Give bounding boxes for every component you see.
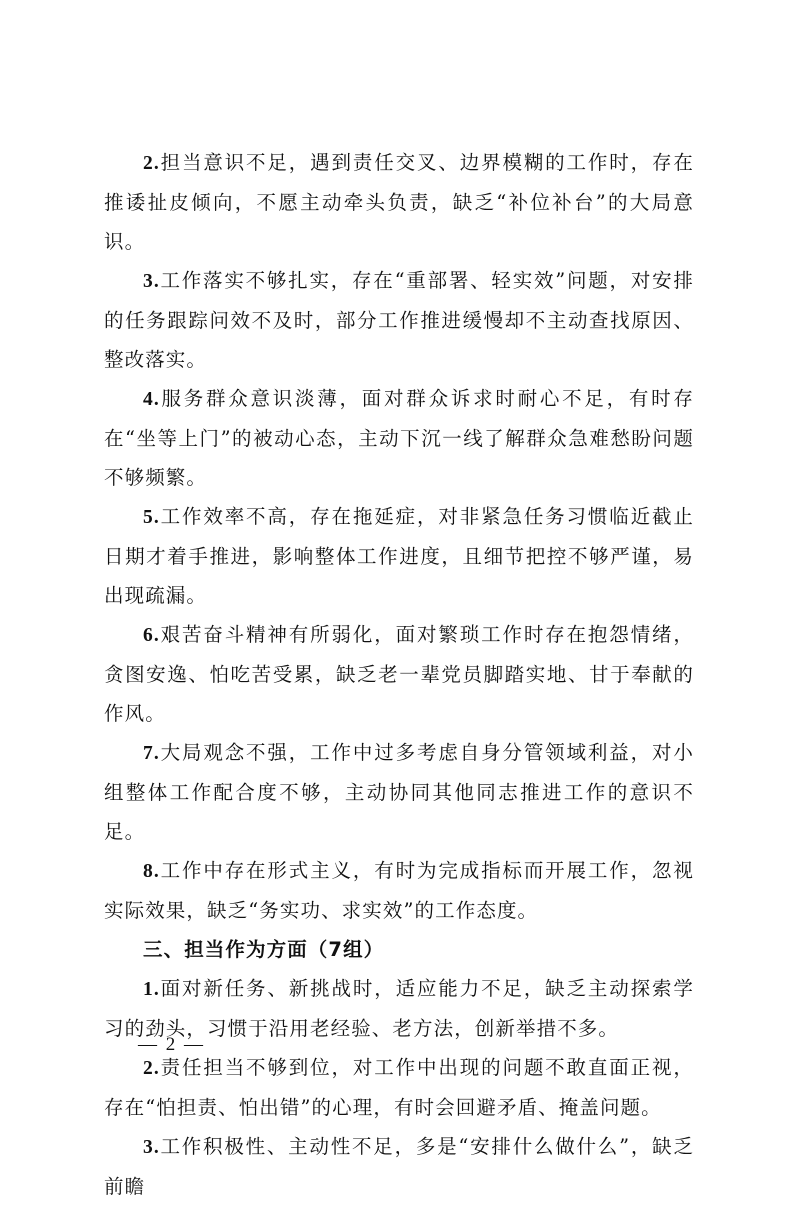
item-number: 4. — [143, 389, 160, 410]
item-text: 担当意识不足，遇到责任交叉、边界模糊的工作时，存在推诿扯皮倾向，不愿主动牵头负责，缺乏“补位补台”的大局意识。 — [104, 151, 694, 253]
item-number: 3. — [143, 1137, 160, 1158]
item-number: 8. — [143, 861, 160, 882]
item-number: 6. — [143, 625, 160, 646]
list-item — [104, 615, 694, 733]
item-text: 工作积极性、主动性不足，多是“安排什么做什么”，缺乏前瞻 — [104, 1135, 694, 1198]
item-number: 5. — [143, 507, 160, 528]
list-item — [104, 1127, 694, 1206]
item-text: 工作落实不够扎实，存在“重部署、轻实效”问题，对安排的任务跟踪问效不及时，部分工作推进缓慢却不主动查找原因、整改落实。 — [104, 269, 694, 371]
item-text: 工作中存在形式主义，有时为完成指标而开展工作，忽视实际效果，缺乏“务实功、求实效”的工作态度。 — [104, 859, 694, 922]
section-heading: 三、担当作为方面（7组） — [143, 938, 385, 961]
page-number: — 2 — — [138, 1034, 205, 1055]
list-item — [104, 261, 694, 379]
item-number: 7. — [143, 743, 160, 764]
list-item — [104, 497, 694, 615]
item-text: 服务群众意识淡薄，面对群众诉求时耐心不足，有时存在“坐等上门”的被动心态，主动下沉一线了解群众急难愁盼问题不够频繁。 — [104, 387, 694, 489]
list-item — [104, 1048, 694, 1127]
item-number: 2. — [143, 153, 160, 174]
list-item — [104, 851, 694, 930]
item-number: 2. — [143, 1058, 160, 1079]
item-text: 工作效率不高，存在拖延症，对非紧急任务习惯临近截止日期才着手推进，影响整体工作进度，且细节把控不够严谨，易出现疏漏。 — [104, 505, 694, 607]
item-text: 面对新任务、新挑战时，适应能力不足，缺乏主动探索学习的劲头，习惯于沿用老经验、老方法，创新举措不多。 — [104, 977, 694, 1040]
item-text: 大局观念不强，工作中过多考虑自身分管领域利益，对小组整体工作配合度不够，主动协同其他同志推进工作的意识不足。 — [104, 741, 694, 843]
list-item — [104, 143, 694, 261]
list-item — [104, 733, 694, 851]
item-number: 1. — [143, 979, 160, 1000]
list-item — [104, 379, 694, 497]
item-text: 责任担当不够到位，对工作中出现的问题不敢直面正视，存在“怕担责、怕出错”的心理，有时会回避矛盾、掩盖问题。 — [104, 1056, 694, 1119]
item-number: 3. — [143, 271, 160, 292]
item-text: 艰苦奋斗精神有所弱化，面对繁琐工作时存在抱怨情绪，贪图安逸、怕吃苦受累，缺乏老一辈党员脚踏实地、甘于奉献的作风。 — [104, 623, 694, 725]
